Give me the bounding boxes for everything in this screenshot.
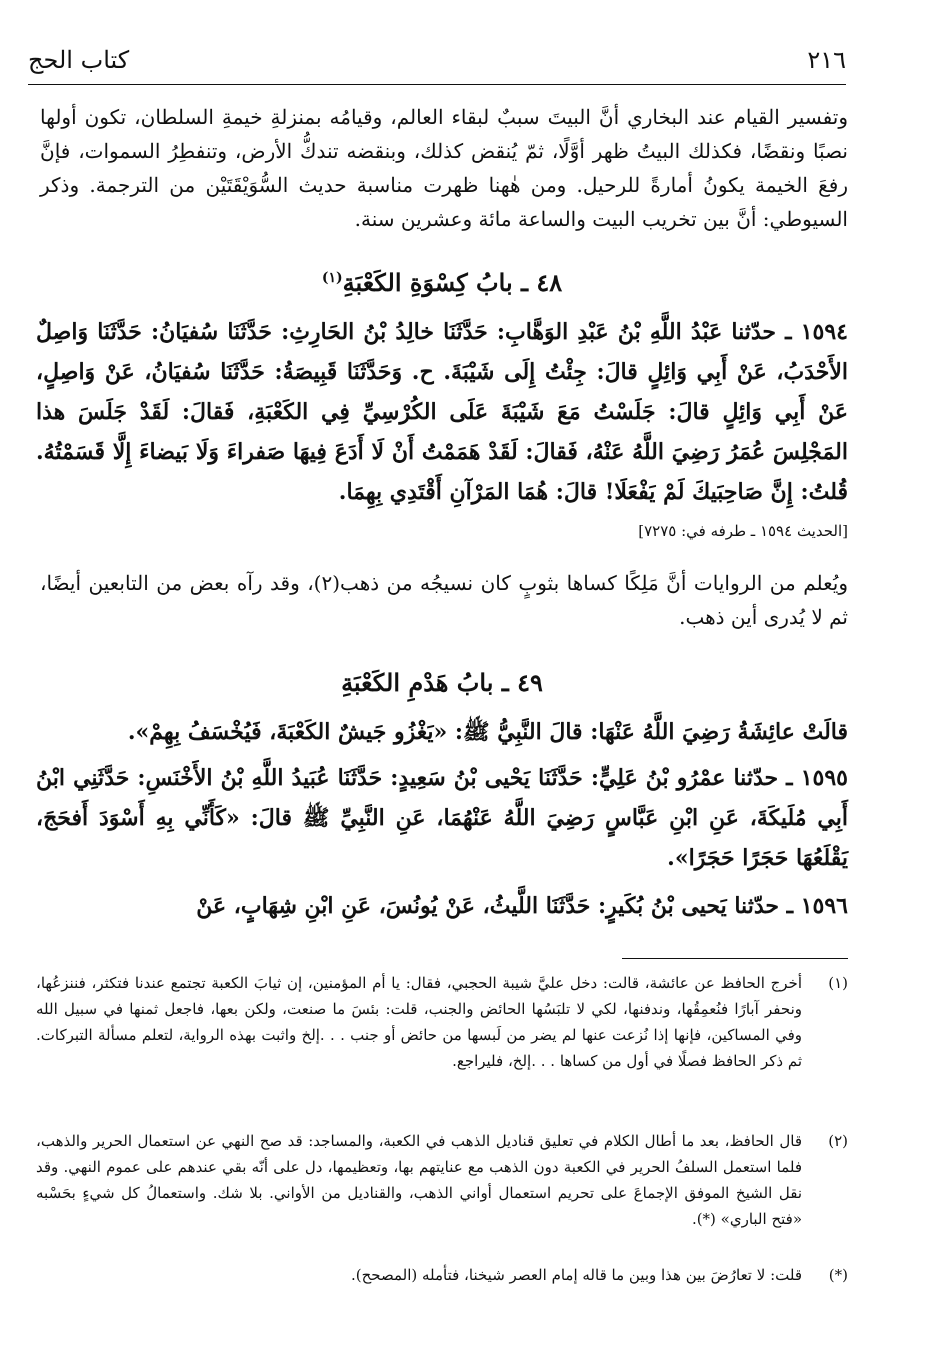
hadith-1594: ١٥٩٤ ـ حدّثنا عَبْدُ اللَّهِ بْنُ عَبْدِ الوَهَّابِ: حَدَّثَنَا خالِدُ بْنُ الحَارِثِ: حَدَّثَنَا سُفيَانُ: حَدَّثَنَا وَاصِلٌ الأَحْدَبُ، عَنْ أَبِي وَائِلٍ قالَ: جِئْتُ إِلَى شَيْبَةَ. ح. وَحَدَّثَنَا قَبِيصَةُ: حَدَّثَنَا سُفيَانُ، عَنْ وَاصِلٍ، عَنْ أَبِي وَائِلٍ قالَ: جَلَسْتُ مَعَ شَيْبَةَ عَلَى الكُرْسِيِّ فِي الكَعْبَةِ، فَقالَ: لَقَدْ جَلَسَ هذا المَجْلِسَ عُمَرُ رَضِيَ اللَّهُ عَنْهُ، فَقالَ: لَقَدْ هَمَمْتُ أَنْ لَا أَدَعَ فِيهَا صَفراءَ وَلَا بَيضاءَ إِلَّا قَسَمْتُهُ. قُلتُ: إِنَّ صَاحِبَيكَ لَمْ يَفْعَلَا! قالَ: هُمَا المَرْآنِ أَقْتَدِي بِهِمَا. (36, 319, 848, 505)
header-rule (28, 84, 846, 85)
chapter-49-title: ٤٩ ـ بابُ هَدْمِ الكَعْبَةِ (341, 668, 543, 697)
aisha-narration: قالَتْ عائِشَةُ رَضِيَ اللَّهُ عَنْهَا: قالَ النَّبِيُّ ﷺ: «يَغْزُو جَيشٌ الكَعْبَةَ، فَيُخْسَفُ بِهِمْ». (127, 719, 848, 745)
intro-paragraph: وتفسير القيام عند البخاري أنَّ البيتَ سببٌ لبقاء العالم، وقيامُه بمنزلةِ خيمةِ السلطان، تكون أولها نصبًا ونقضًا، فكذلك البيتُ ظهر أوَّلًا، ثمّ يُنقض كذلك، وبنقضه تندكُّ الأرض، وتنفطِرُ السموات، فإنَّ رفعَ الخيمة يكونُ أمارةً للرحيل. ومن هٰهنا ظهرت مناسبة حديث السُّوَيْقَتَيْن من الترجمة. وذكر السيوطي: أنَّ بين تخريب البيت والساعة مائة وعشرين سنة. (40, 105, 848, 231)
hadith-1596: ١٥٩٦ ـ حدّثنا يَحيى بْنُ بُكَيرٍ: حَدَّثَنَا اللَّيثُ، عَنْ يُونُسَ، عَنِ ابْنِ شِهَابٍ، عَنْ (196, 893, 848, 919)
footnote-2 (36, 1128, 848, 1232)
hadith-1594-reference: [الحديث ١٥٩٤ ـ طرفه في: ٧٢٧٥] (638, 522, 848, 540)
page-header (28, 46, 846, 74)
hadith-1595: ١٥٩٥ ـ حدّثنا عمْرُو بْنُ عَلِيٍّ: حَدَّثَنَا يَحْيى بْنُ سَعِيدٍ: حَدَّثَنَا عُبَيدُ اللَّهِ بْنُ الأَخْنَسِ: حَدَّثَنِي ابْنُ أَبِي مُلَيكَةَ، عَنِ ابْنِ عَبَّاسٍ رَضِيَ اللَّهُ عَنْهُمَا، عَنِ النَّبِيِّ ﷺ قالَ: «كَأَنِّي بِهِ أَسْوَدَ أَفحَجَ، يَقْلَعُهَا حَجَرًا حَجَرًا». (36, 765, 848, 871)
footnote-star (36, 1262, 848, 1288)
book-title: كتاب الحج (28, 46, 130, 74)
footnote-1 (36, 970, 848, 1074)
footnote-number: (*) (828, 1266, 848, 1284)
mid-paragraph: ويُعلم من الروايات أنَّ مَلِكًا كساها بثوبٍ كان نسيجُه من ذهب(٢)، وقد رآه بعض من التابعين أيضًا، ثم لا يُدرى أين ذهب. (40, 571, 848, 629)
footnote-text: قال الحافظ، بعد ما أطال الكلام في تعليق قناديل الذهب في الكعبة، والمساجد: قد صح النهي عن استعمال الحرير والذهب، فلما استعمل السلفُ الحرير في الكعبة دون الذهب مع عنايتهم بها، وتعظيمها، دل على أنّه بقي عندهم على عموم النهي. وقد نقل الشيخ الموفق الإجماعَ على تحريم استعمال أواني الذهب، والقناديل من الأواني. بلا شك. واستعمالُ كل شيءٍ بحَسْبه «فتح الباري» (*). (36, 1132, 802, 1228)
chapter-48-heading (36, 268, 848, 297)
chapter-49-heading (36, 668, 848, 697)
footnote-rule (622, 958, 848, 959)
chapter-48-title: ٤٨ ـ بابُ كِسْوَةِ الكَعْبَةِ (342, 268, 563, 297)
footnote-text: أخرج الحافظ عن عائشة، قالت: دخل عليَّ شيبة الحجبي، فقال: يا أم المؤمنين، إن ثيابَ الكعبة تجتمع عندنا فتكثر، فننزعُها، ونحفر آبارًا فنُعمِقُها، وندفنها، لكي لا تلبَسُها الحائض والجنب، قلت: بئسَ ما صنعت، ولكن بعها، فاجعل ثمنها في سبيل الله وفي المساكين، فإنها إذا نُزعت عنها لم يضر من لَبسها من حائض أو جنب . . .إلخ واثبت بهذه الرواية، لتعلم مسألة التبركات. ثم ذكر الحافظ فصلًا في أول من كساها . . .إلخ، فليراجع. (36, 974, 802, 1070)
footnote-number: (٢) (828, 1132, 848, 1150)
page-number: ٢١٦ (807, 46, 846, 74)
footnote-marker-1: (١) (321, 270, 343, 286)
footnote-text: قلت: لا تعارُضَ بين هذا وبين ما قاله إمام العصر شيخنا، فتأمله (المصحح). (350, 1266, 802, 1284)
footnote-number: (١) (828, 974, 848, 992)
